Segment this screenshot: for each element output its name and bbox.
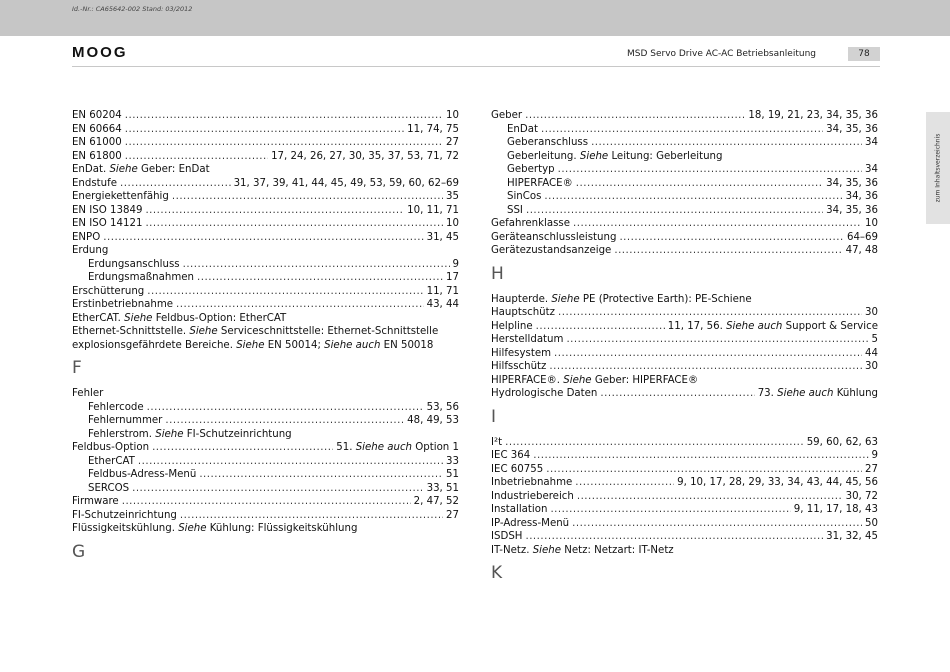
index-entry: IP-Adress-Menü ..... 50 <box>491 517 878 531</box>
index-entry: IEC 364 ..... 9 <box>491 449 878 463</box>
index-entry: Herstelldatum ..... 5 <box>491 333 878 347</box>
index-entry: Helpline ..... 11, 17, 56. Siehe auch Support & Service <box>491 320 878 334</box>
index-entry: Hilfsschütz ..... 30 <box>491 360 878 374</box>
index-entry: Energiekettenfähig ..... 35 <box>72 190 459 204</box>
index-cross-reference: explosionsgefährdete Bereiche. Siehe EN 50014; Siehe auch EN 50018 <box>72 339 434 351</box>
index-subentry: SSI ..... 34, 35, 36 <box>491 204 878 218</box>
index-entry: Installation ..... 9, 11, 17, 18, 43 <box>491 503 878 517</box>
index-entry: Erschütterung ..... 11, 71 <box>72 285 459 299</box>
index-cross-reference: EtherCAT. Siehe Feldbus-Option: EtherCAT <box>72 312 287 324</box>
index-entry: EN ISO 14121 ..... 10 <box>72 217 459 231</box>
index-cross-reference: Ethernet-Schnittstelle. Siehe Serviceschnittstelle: Ethernet-Schnittstelle <box>72 326 439 337</box>
index-entry: EN 61800 ..... 17, 24, 26, 27, 30, 35, 37, 53, 71, 72 <box>72 150 459 164</box>
index-letter-heading: H <box>491 263 504 284</box>
index-subentry: Gebertyp ..... 34 <box>491 163 878 177</box>
index-entry: Hauptschütz ..... 30 <box>491 306 878 320</box>
index-entry: Gefahrenklasse ..... 10 <box>491 217 878 231</box>
index-heading: Erdung <box>72 245 109 256</box>
index-cross-reference: EnDat. Siehe Geber: EnDat <box>72 164 210 175</box>
index-cross-reference: HIPERFACE®. Siehe Geber: HIPERFACE® <box>491 374 699 386</box>
index-entry: Industriebereich ..... 30, 72 <box>491 490 878 504</box>
page-number: 78 <box>848 47 880 61</box>
index-entry: EN 60204 ..... 10 <box>72 109 459 123</box>
index-entry: Geber ..... 18, 19, 21, 23, 34, 35, 36 <box>491 109 878 123</box>
index-entry: Erstinbetriebnahme ..... 43, 44 <box>72 298 459 312</box>
index-entry: EN 61000 ..... 27 <box>72 136 459 150</box>
index-cross-reference: Flüssigkeitskühlung. Siehe Kühlung: Flüssigkeitskühlung <box>72 523 358 534</box>
index-column-right <box>491 109 878 592</box>
index-letter-heading: F <box>72 358 82 378</box>
index-cross-reference: IT-Netz. Siehe Netz: Netzart: IT-Netz <box>491 544 674 556</box>
index-subentry: Erdungsmaßnahmen ..... 17 <box>72 271 459 285</box>
index-subentry: Geberanschluss ..... 34 <box>491 136 878 150</box>
index-cross-reference: Haupterde. Siehe PE (Protective Earth): PE-Schiene <box>491 293 752 305</box>
index-entry: FI-Schutzeinrichtung ..... 27 <box>72 509 459 523</box>
index-entry: Hilfesystem ..... 44 <box>491 347 878 361</box>
index-heading: Fehler <box>72 388 104 399</box>
header-divider <box>72 66 880 67</box>
index-column-left <box>72 109 459 571</box>
index-subentry: SinCos ..... 34, 36 <box>491 190 878 204</box>
index-entry: Inbetriebnahme ..... 9, 10, 17, 28, 29, 33, 34, 43, 44, 45, 56 <box>491 476 878 490</box>
document-id: Id.-Nr.: CA65642-002 Stand: 03/2012 <box>72 5 193 13</box>
index-entry: Gerätezustandsanzeige ..... 47, 48 <box>491 244 878 258</box>
index-subentry: HIPERFACE® ..... 34, 35, 36 <box>491 177 878 191</box>
index-subentry: Feldbus-Adress-Menü ..... 51 <box>72 468 459 482</box>
index-subentry: EtherCAT ..... 33 <box>72 455 459 469</box>
index-entry: EN ISO 13849 ..... 10, 11, 71 <box>72 204 459 218</box>
index-entry: Geräteanschlussleistung ..... 64–69 <box>491 231 878 245</box>
toc-side-tab-label: zum Inhaltsverzeichnis <box>934 133 942 203</box>
index-entry: EN 60664 ..... 11, 74, 75 <box>72 123 459 137</box>
index-entry: IEC 60755 ..... 27 <box>491 463 878 477</box>
index-entry: I²t ..... 59, 60, 62, 63 <box>491 436 878 450</box>
index-entry: Firmware ..... 2, 47, 52 <box>72 495 459 509</box>
index-letter-heading: G <box>72 541 86 562</box>
index-subentry: SERCOS ..... 33, 51 <box>72 482 459 496</box>
index-cross-reference: Fehlerstrom. Siehe FI-Schutzeinrichtung <box>88 428 292 440</box>
index-entry: Hydrologische Daten ..... 73. Siehe auch Kühlung <box>491 387 878 401</box>
index-entry: ISDSH ..... 31, 32, 45 <box>491 530 878 544</box>
index-entry: Feldbus-Option ..... 51. Siehe auch Option 1 <box>72 441 459 455</box>
index-entry: Endstufe ..... 31, 37, 39, 41, 44, 45, 49, 53, 59, 60, 62–69 <box>72 177 459 191</box>
index-subentry: Fehlercode ..... 53, 56 <box>72 401 459 415</box>
toc-side-tab[interactable] <box>926 112 950 224</box>
document-title: MSD Servo Drive AC-AC Betriebsanleitung <box>626 49 816 59</box>
moog-logo: MOOG <box>72 44 128 61</box>
index-cross-reference: Geberleitung. Siehe Leitung: Geberleitung <box>507 150 723 162</box>
index-subentry: Erdungsanschluss ..... 9 <box>72 258 459 272</box>
index-letter-heading: I <box>491 406 497 427</box>
top-bar <box>0 0 950 36</box>
index-letter-heading: K <box>491 563 503 583</box>
index-entry: ENPO ..... 31, 45 <box>72 231 459 245</box>
index-subentry: Fehlernummer ..... 48, 49, 53 <box>72 414 459 428</box>
index-subentry: EnDat ..... 34, 35, 36 <box>491 123 878 137</box>
